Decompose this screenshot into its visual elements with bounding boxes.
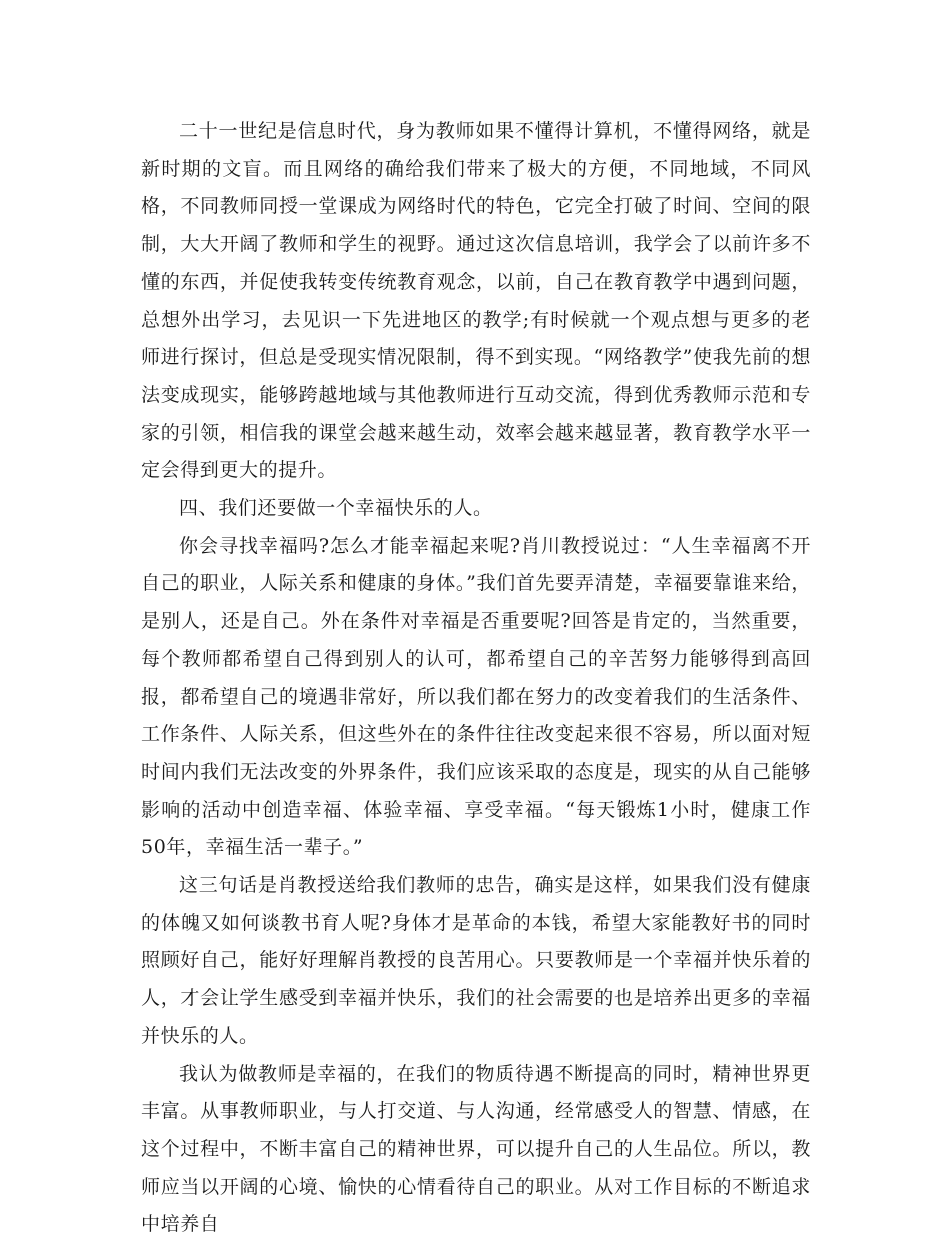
document-body <box>141 113 811 1244</box>
paragraph-teacher-happiness: 我认为做教师是幸福的，在我们的物质待遇不断提高的同时，精神世界更丰富。从事教师职业，与人打交道、与人沟通，经常感受人的智慧、情感，在这个过程中，不断丰富自己的精神世界，可以提升自己的人生品位。所以，教师应当以开阔的心境、愉快的心情看待自己的职业。从对工作目标的不断追求中培养自 <box>141 1062 811 1236</box>
paragraph-seeking-happiness: 你会寻找幸福吗?怎么才能幸福起来呢?肖川教授说过：“人生幸福离不开自己的职业，人际关系和健康的身体。”我们首先要弄清楚，幸福要靠谁来给，是别人，还是自己。外在条件对幸福是否重要呢?回答是肯定的，当然重要，每个教师都希望自己得到别人的认可，都希望自己的辛苦努力能够得到高回报，都希望自己的境遇非常好，所以我们都在努力的改变着我们的生活条件、工作条件、人际关系，但这些外在的条件往往改变起来很不容易，所以面对短时间内我们无法改变的外界条件，我们应该采取的态度是，现实的从自己能够影响的活动中创造幸福、体验幸福、享受幸福。“每天锻炼1小时，健康工作50年，幸福生活一辈子。” <box>141 534 811 859</box>
paragraph-professor-advice: 这三句话是肖教授送给我们教师的忠告，确实是这样，如果我们没有健康的体魄又如何谈教书育人呢?身体才是革命的本钱，希望大家能教好书的同时照顾好自己，能好好理解肖教授的良苦用心。只要教师是一个幸福并快乐着的人，才会让学生感受到幸福并快乐，我们的社会需要的也是培养出更多的幸福并快乐的人。 <box>141 874 811 1047</box>
paragraph-information-training: 二十一世纪是信息时代，身为教师如果不懂得计算机，不懂得网络，就是新时期的文盲。而且网络的确给我们带来了极大的方便，不同地域，不同风格，不同教师同授一堂课成为网络时代的特色，它完全打破了时间、空间的限制，大大开阔了教师和学生的视野。通过这次信息培训，我学会了以前许多不懂的东西，并促使我转变传统教育观念，以前，自己在教育教学中遇到问题，总想外出学习，去见识一下先进地区的教学;有时候就一个观点想与更多的老师进行探讨，但总是受现实情况限制，得不到实现。“网络教学”使我先前的想法变成现实，能够跨越地域与其他教师进行互动交流，得到优秀教师示范和专家的引领，相信我的课堂会越来越生动，效率会越来越显著，教育教学水平一定会得到更大的提升。 <box>141 120 811 482</box>
section-heading-happiness: 四、我们还要做一个幸福快乐的人。 <box>179 497 493 520</box>
